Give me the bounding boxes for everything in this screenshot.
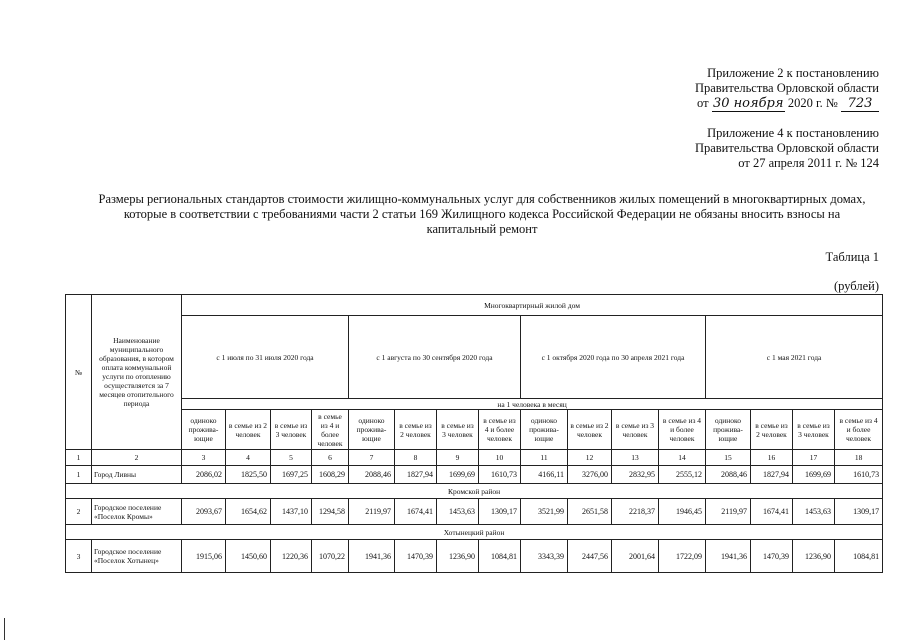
- header-row-per-person: [66, 399, 883, 410]
- value-cell: 1674,41: [395, 499, 437, 525]
- municipality-name: Городское поселение «Поселок Хотынец»: [92, 540, 182, 573]
- value-cell: 1450,60: [226, 540, 271, 573]
- value-cell: 1453,63: [437, 499, 479, 525]
- period-4: с 1 мая 2021 года: [706, 316, 883, 399]
- value-cell: 2119,97: [349, 499, 395, 525]
- subheader-cell: в семье из 4 и более человек: [659, 410, 706, 450]
- subheader-cell: в семье из 2 человек: [226, 410, 271, 450]
- value-cell: 2218,37: [612, 499, 659, 525]
- value-cell: 1220,36: [271, 540, 312, 573]
- district-row: [66, 484, 883, 499]
- period-1: с 1 июля по 31 июля 2020 года: [182, 316, 349, 399]
- subheader-cell: в семье из 3 человек: [612, 410, 659, 450]
- value-cell: 2088,46: [349, 466, 395, 484]
- header-apartment-building: Многоквартирный жилой дом: [182, 295, 883, 316]
- value-cell: 2093,67: [182, 499, 226, 525]
- column-number: 10: [479, 450, 521, 466]
- subheader-cell: одиноко прожива-ющие: [182, 410, 226, 450]
- value-cell: 2651,58: [568, 499, 612, 525]
- appendix-2-year: 2020 г. №: [787, 96, 838, 110]
- value-cell: 3343,39: [521, 540, 568, 573]
- column-number: 14: [659, 450, 706, 466]
- table-row: [66, 499, 883, 525]
- value-cell: 1453,63: [793, 499, 835, 525]
- document-title: Размеры региональных стандартов стоимости жилищно-коммунальных услуг для собственников жилых помещений в многоквартирных домах, которые в соответствии с требованиями части 2 статьи 169 Жилищного кодекса Российской Федерации не обязаны вносить взносы на капитальный ремонт: [98, 192, 866, 236]
- value-cell: 3521,99: [521, 499, 568, 525]
- municipality-name: Городское поселение «Поселок Кромы»: [92, 499, 182, 525]
- value-cell: 1674,41: [751, 499, 793, 525]
- subheader-cell: одиноко прожива-ющие: [521, 410, 568, 450]
- value-cell: 1941,36: [349, 540, 395, 573]
- handwritten-number: 723: [841, 96, 879, 112]
- value-cell: 1470,39: [395, 540, 437, 573]
- subheader-cell: в семье из 4 и более человек: [479, 410, 521, 450]
- appendix-2-header: [695, 66, 879, 112]
- value-cell: 1699,69: [793, 466, 835, 484]
- value-cell: 3276,00: [568, 466, 612, 484]
- value-cell: 1294,58: [312, 499, 349, 525]
- subheader-cell: в семье из 3 человек: [437, 410, 479, 450]
- value-cell: 1827,94: [751, 466, 793, 484]
- value-cell: 1610,73: [835, 466, 883, 484]
- column-number: 12: [568, 450, 612, 466]
- column-number: 6: [312, 450, 349, 466]
- table-row: [66, 540, 883, 573]
- value-cell: 2555,12: [659, 466, 706, 484]
- column-number-row: [66, 450, 883, 466]
- subheader-cell: в семье из 4 и более человек: [835, 410, 883, 450]
- value-cell: 2447,56: [568, 540, 612, 573]
- appendix-4-header: [695, 126, 879, 171]
- column-number: 16: [751, 450, 793, 466]
- value-cell: 1827,94: [395, 466, 437, 484]
- header-row-household: [66, 410, 883, 450]
- subheader-cell: одиноко прожива-ющие: [349, 410, 395, 450]
- column-number: 4: [226, 450, 271, 466]
- header-row-periods: [66, 316, 883, 399]
- value-cell: 1697,25: [271, 466, 312, 484]
- value-cell: 1915,06: [182, 540, 226, 573]
- subheader-cell: в семье из 2 человек: [395, 410, 437, 450]
- value-cell: 4166,11: [521, 466, 568, 484]
- table-row: [66, 466, 883, 484]
- value-cell: 1437,10: [271, 499, 312, 525]
- column-number: 3: [182, 450, 226, 466]
- value-cell: 1946,45: [659, 499, 706, 525]
- column-number: 2: [92, 450, 182, 466]
- subheader-cell: в семье из 4 и более человек: [312, 410, 349, 450]
- value-cell: 1236,90: [793, 540, 835, 573]
- value-cell: 1722,09: [659, 540, 706, 573]
- column-number: 5: [271, 450, 312, 466]
- value-cell: 1070,22: [312, 540, 349, 573]
- value-cell: 1610,73: [479, 466, 521, 484]
- value-cell: 1654,62: [226, 499, 271, 525]
- value-cell: 1309,17: [479, 499, 521, 525]
- value-cell: 1699,69: [437, 466, 479, 484]
- column-number: 11: [521, 450, 568, 466]
- municipality-name: Город Ливны: [92, 466, 182, 484]
- row-number: 1: [66, 466, 92, 484]
- appendix-4-line-1: Приложение 4 к постановлению: [707, 126, 879, 140]
- table-label: Таблица 1: [825, 250, 879, 264]
- value-cell: 1309,17: [835, 499, 883, 525]
- value-cell: 1941,36: [706, 540, 751, 573]
- subheader-cell: одиноко прожива-ющие: [706, 410, 751, 450]
- column-number: 1: [66, 450, 92, 466]
- district-row: [66, 525, 883, 540]
- row-number: 3: [66, 540, 92, 573]
- value-cell: 1236,90: [437, 540, 479, 573]
- header-no: №: [66, 295, 92, 450]
- column-number: 15: [706, 450, 751, 466]
- appendix-2-line-2: Правительства Орловской области: [694, 81, 879, 95]
- column-number: 8: [395, 450, 437, 466]
- column-number: 9: [437, 450, 479, 466]
- row-number: 2: [66, 499, 92, 525]
- column-number: 13: [612, 450, 659, 466]
- per-person-label: на 1 человека в месяц: [182, 399, 883, 410]
- header-row-group: [66, 295, 883, 316]
- value-cell: 1084,81: [835, 540, 883, 573]
- column-number: 17: [793, 450, 835, 466]
- district-name: Хотынецкий район: [66, 525, 883, 540]
- value-cell: 2001,64: [612, 540, 659, 573]
- value-cell: 1470,39: [751, 540, 793, 573]
- column-number: 7: [349, 450, 395, 466]
- period-3: с 1 октября 2020 года по 30 апреля 2021 года: [521, 316, 706, 399]
- appendix-2-date-prefix: от: [697, 96, 709, 110]
- scan-edge-mark: [4, 618, 5, 640]
- value-cell: 2119,97: [706, 499, 751, 525]
- subheader-cell: в семье из 2 человек: [568, 410, 612, 450]
- column-number: 18: [835, 450, 883, 466]
- header-municipality: Наименование муниципального образования, в котором оплата коммунальной услуги по отоплению осуществляется за 7 месяцев отопительного периода: [92, 295, 182, 450]
- appendix-2-line-1: Приложение 2 к постановлению: [707, 66, 879, 80]
- subheader-cell: в семье из 3 человек: [271, 410, 312, 450]
- period-2: с 1 августа по 30 сентября 2020 года: [349, 316, 521, 399]
- value-cell: 1608,29: [312, 466, 349, 484]
- value-cell: 2832,95: [612, 466, 659, 484]
- standards-table: [65, 294, 883, 573]
- handwritten-date: 30 ноября: [712, 96, 784, 111]
- value-cell: 1084,81: [479, 540, 521, 573]
- subheader-cell: в семье из 3 человек: [793, 410, 835, 450]
- district-name: Кромской район: [66, 484, 883, 499]
- value-cell: 2088,46: [706, 466, 751, 484]
- value-cell: 2086,02: [182, 466, 226, 484]
- value-cell: 1825,50: [226, 466, 271, 484]
- appendix-4-line-3: от 27 апреля 2011 г. № 124: [738, 156, 879, 170]
- subheader-cell: в семье из 2 человек: [751, 410, 793, 450]
- units-label: (рублей): [833, 279, 879, 293]
- appendix-4-line-2: Правительства Орловской области: [694, 141, 879, 155]
- appendix-2-date-line: [695, 96, 879, 112]
